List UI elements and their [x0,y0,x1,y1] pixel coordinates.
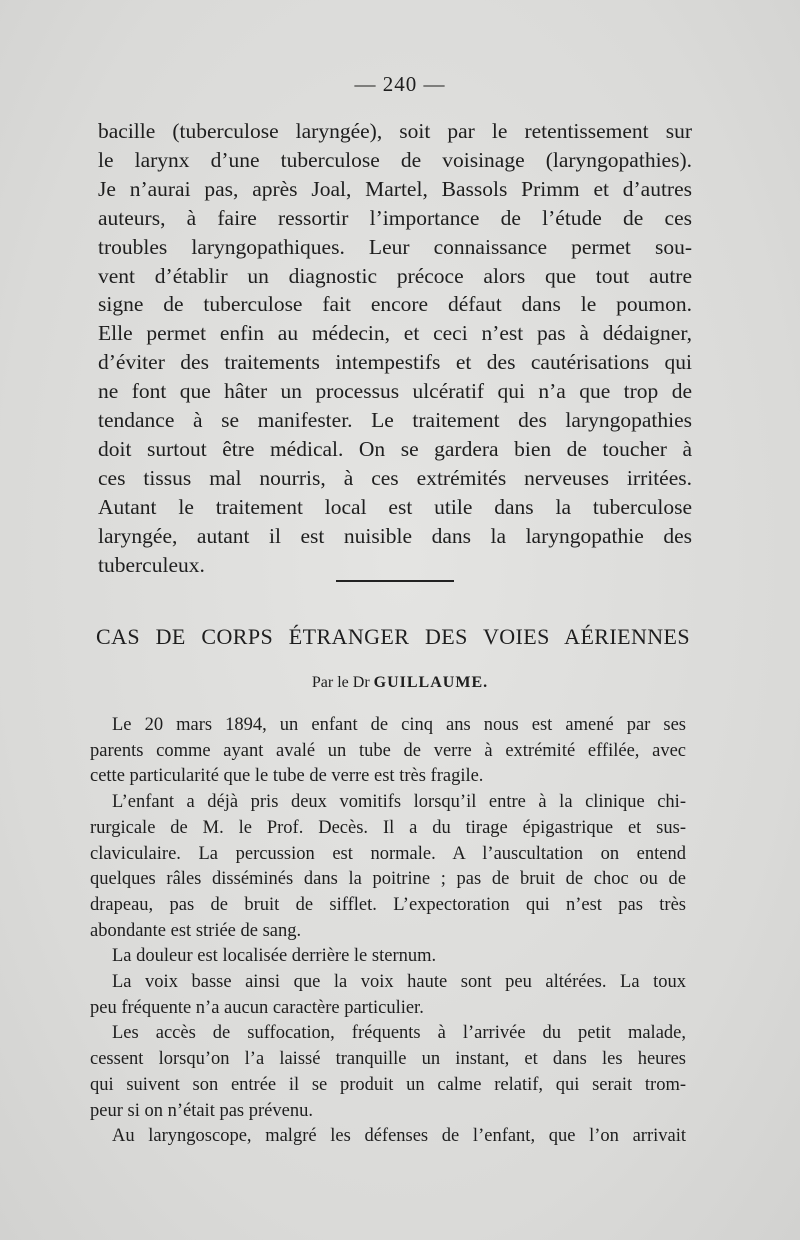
text-line: rurgicale de M. le Prof. Decès. Il a du tirage épigastrique et sus- [90,817,686,838]
section-title: CAS DE CORPS ÉTRANGER DES VOIES AÉRIENNES [96,624,690,649]
text-line: La voix basse ainsi que la voix haute sont peu altérées. La toux [112,972,686,993]
byline-prefix: Par le Dr [311,674,370,691]
text-line: claviculaire. La percussion est normale. A l’auscultation on entend [90,843,686,864]
text-line: ces tissus mal nourris, à ces extrémités nerveuses irritées. [98,465,692,490]
text-line: bacille (tuberculose laryngée), soit par le retentissement sur [98,119,692,143]
author-name: GUILLAUME. [373,674,489,691]
text-line: parents comme ayant avalé un tube de verre à extrémité effilée, avec [90,740,686,761]
text-line: troubles laryngopathiques. Leur connaissance permet sou- [98,234,692,259]
text-line: cessent lorsqu’on l’a laissé tranquille un instant, et dans les heures [90,1049,686,1070]
byline [0,674,800,692]
text-line: auteurs, à faire ressortir l’importance de l’étude de ces [98,205,692,230]
text-line: drapeau, pas de bruit de sifflet. L’expectoration qui n’est pas très [90,894,686,915]
page-number: — 240 — [354,72,446,96]
text-line: Autant le traitement local est utile dans la tuberculose [98,494,692,519]
text-line: L’enfant a déjà pris deux vomitifs lorsqu’il entre à la clinique chi- [112,792,686,813]
text-line: Les accès de suffocation, fréquents à l’arrivée du petit malade, [112,1023,686,1044]
text-line: peur si on n’était pas prévenu. [90,1100,313,1121]
text-line: qui suivent son entrée il se produit un calme relatif, qui serait trom- [90,1074,686,1095]
text-line: La douleur est localisée derrière le sternum. [112,946,437,967]
text-line: vent d’établir un diagnostic précoce alors que tout autre [98,263,692,288]
text-line: le larynx d’une tuberculose de voisinage (laryngopathies). [98,147,692,172]
text-line: quelques râles disséminés dans la poitrine ; pas de bruit de choc ou de [90,869,686,890]
text-line: tuberculeux. [98,552,205,577]
lower-paragraphs [90,713,686,1150]
upper-paragraph [98,117,692,580]
section-divider [336,580,454,582]
text-line: ne font que hâter un processus ulcératif qui n’a que trop de [98,379,692,404]
text-line: laryngée, autant il est nuisible dans la laryngopathie des [98,523,692,548]
text-line: peu fréquente n’a aucun caractère particulier. [90,997,424,1018]
text-line: signe de tuberculose fait encore défaut dans le poumon. [98,292,692,317]
text-line: tendance à se manifester. Le traitement des laryngopathies [98,408,692,433]
text-line: abondante est striée de sang. [90,920,302,941]
text-line: Le 20 mars 1894, un enfant de cinq ans nous est amené par ses [112,715,686,735]
text-line: Je n’aurai pas, après Joal, Martel, Bassols Primm et d’autres [98,176,692,201]
text-line: doit surtout être médical. On se gardera bien de toucher à [98,436,692,461]
text-line: Elle permet enfin au médecin, et ceci n’est pas à dédaigner, [98,321,692,346]
text-line: d’éviter des traitements intempestifs et des cautérisations qui [98,350,692,375]
text-line: Au laryngoscope, malgré les défenses de l’enfant, que l’on arrivait [112,1126,686,1147]
text-line: cette particularité que le tube de verre est très fragile. [90,766,484,787]
